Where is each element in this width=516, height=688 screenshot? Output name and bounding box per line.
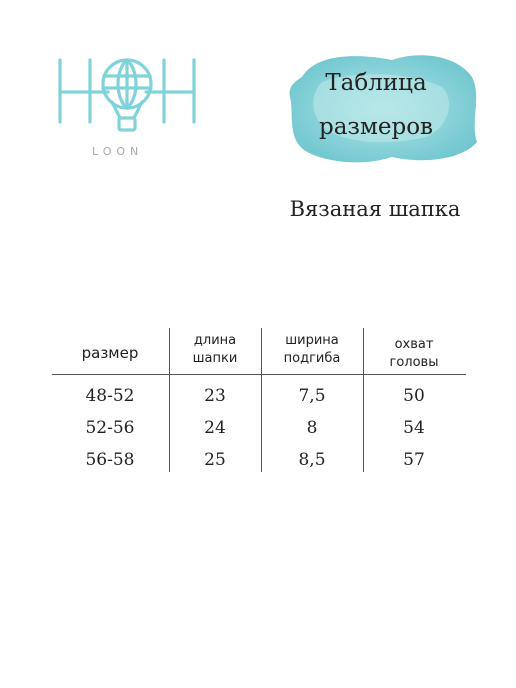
table-row — [52, 418, 466, 446]
table-row — [52, 450, 466, 478]
header-head-line1: охват — [394, 337, 434, 352]
cell-cuff: 7,5 — [298, 386, 326, 406]
hot-air-balloon-icon — [103, 60, 151, 130]
cell-head: 50 — [403, 386, 425, 406]
title-line-2: размеров — [318, 114, 433, 140]
header-length-line2: шапки — [192, 351, 238, 366]
cell-size: 48-52 — [85, 386, 135, 406]
header-head-line2: головы — [389, 355, 439, 370]
cell-cuff: 8 — [306, 418, 318, 438]
table-row — [52, 386, 466, 414]
cell-head: 54 — [403, 418, 425, 438]
header-length — [170, 332, 260, 368]
header-size-label: размер — [81, 344, 139, 362]
header-divider — [52, 374, 466, 375]
watercolor-splash — [282, 42, 482, 172]
header-cuff-line1: ширина — [285, 333, 339, 348]
size-table — [52, 326, 466, 476]
cell-length: 24 — [204, 418, 226, 438]
cell-size: 56-58 — [85, 450, 135, 470]
header-cuff-line2: подгиба — [283, 351, 341, 366]
header-head-circumference — [364, 336, 464, 372]
header-cuff-width — [262, 332, 362, 368]
title-line-1: Таблица — [325, 70, 427, 96]
product-subtitle: Вязаная шапка — [289, 197, 461, 221]
cell-size: 52-56 — [85, 418, 135, 438]
header-size — [52, 344, 168, 362]
header-length-line1: длина — [193, 333, 237, 348]
cell-length: 25 — [204, 450, 226, 470]
cell-head: 57 — [403, 450, 425, 470]
cell-length: 23 — [204, 386, 226, 406]
cell-cuff: 8,5 — [298, 450, 326, 470]
brand-wordmark: LOON — [92, 145, 144, 158]
